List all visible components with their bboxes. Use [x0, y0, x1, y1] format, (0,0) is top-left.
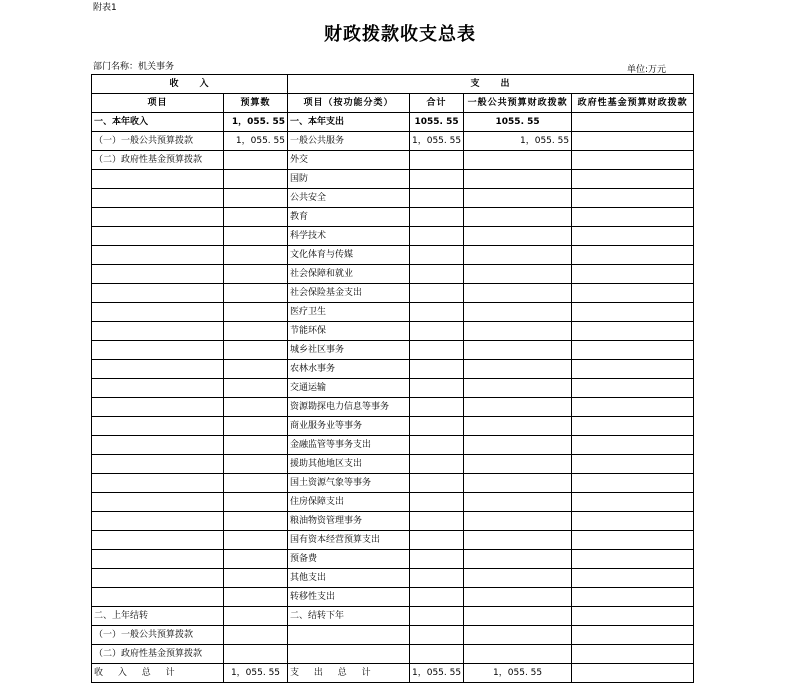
- table-row: [92, 151, 694, 170]
- expense-total-cell: 1，055. 55: [410, 132, 464, 151]
- expense-general-cell: [464, 588, 572, 607]
- expense-fund-total: [572, 664, 694, 683]
- col-header-item: 项目: [92, 94, 224, 113]
- expense-general-cell: [464, 436, 572, 455]
- income-budget-cell: [224, 550, 288, 569]
- income-item-cell: [92, 303, 224, 322]
- col-header-general: 一般公共预算财政拨款: [464, 94, 572, 113]
- income-budget-cell: [224, 455, 288, 474]
- income-budget-cell: [224, 265, 288, 284]
- income-budget-cell: [224, 512, 288, 531]
- income-budget-cell: [224, 398, 288, 417]
- income-budget-cell: [224, 151, 288, 170]
- expense-item-cell: 一、本年支出: [288, 113, 410, 132]
- income-item-cell: [92, 379, 224, 398]
- income-item-cell: [92, 360, 224, 379]
- income-item-cell: 一、本年收入: [92, 113, 224, 132]
- income-budget-cell: [224, 341, 288, 360]
- income-budget-cell: [224, 645, 288, 664]
- expense-total-cell: [410, 360, 464, 379]
- income-item-cell: [92, 569, 224, 588]
- expense-item-cell: 援助其他地区支出: [288, 455, 410, 474]
- expense-total-cell: [410, 455, 464, 474]
- income-item-cell: （二）政府性基金预算拨款: [92, 151, 224, 170]
- income-budget-cell: [224, 436, 288, 455]
- expense-general-cell: [464, 341, 572, 360]
- expense-total-cell: [410, 512, 464, 531]
- income-item-cell: [92, 417, 224, 436]
- expense-total-cell: [410, 474, 464, 493]
- expense-item-cell: 预备费: [288, 550, 410, 569]
- expense-total-cell: [410, 607, 464, 626]
- table-row: [92, 303, 694, 322]
- income-item-cell: [92, 265, 224, 284]
- expense-section-header: 支 出: [288, 75, 694, 94]
- income-item-cell: [92, 341, 224, 360]
- income-item-cell: [92, 531, 224, 550]
- expense-fund-cell: [572, 531, 694, 550]
- table-row: [92, 284, 694, 303]
- expense-general-cell: [464, 151, 572, 170]
- table-row: [92, 360, 694, 379]
- income-item-cell: [92, 512, 224, 531]
- table-row: [92, 417, 694, 436]
- expense-item-cell: 科学技术: [288, 227, 410, 246]
- expense-fund-cell: [572, 398, 694, 417]
- expense-total-label: 支 出 总 计: [288, 664, 410, 683]
- expense-fund-cell: [572, 189, 694, 208]
- expense-total-value: 1，055. 55: [410, 664, 464, 683]
- income-budget-cell: [224, 189, 288, 208]
- table-row: [92, 322, 694, 341]
- table-row: [92, 512, 694, 531]
- expense-item-cell: 交通运输: [288, 379, 410, 398]
- table-row: [92, 170, 694, 189]
- table-row: [92, 436, 694, 455]
- income-item-cell: （二）政府性基金预算拨款: [92, 645, 224, 664]
- expense-total-cell: [410, 151, 464, 170]
- table-row: [92, 588, 694, 607]
- expense-item-cell: 其他支出: [288, 569, 410, 588]
- expense-total-cell: [410, 189, 464, 208]
- expense-general-cell: [464, 550, 572, 569]
- expense-general-cell: [464, 189, 572, 208]
- income-item-cell: [92, 474, 224, 493]
- expense-item-cell: 农林水事务: [288, 360, 410, 379]
- expense-fund-cell: [572, 227, 694, 246]
- income-item-cell: 二、上年结转: [92, 607, 224, 626]
- expense-general-cell: [464, 569, 572, 588]
- expense-total-cell: [410, 341, 464, 360]
- expense-general-cell: [464, 455, 572, 474]
- income-item-cell: （一）一般公共预算拨款: [92, 626, 224, 645]
- table-row: [92, 265, 694, 284]
- table-row: [92, 569, 694, 588]
- income-item-cell: [92, 322, 224, 341]
- table-row: [92, 132, 694, 151]
- income-budget-cell: 1，055. 55: [224, 132, 288, 151]
- header-row-columns: [92, 94, 694, 113]
- expense-item-cell: 社会保险基金支出: [288, 284, 410, 303]
- expense-general-cell: [464, 531, 572, 550]
- income-item-cell: [92, 284, 224, 303]
- expense-general-cell: [464, 379, 572, 398]
- expense-fund-cell: [572, 151, 694, 170]
- expense-item-cell: 公共安全: [288, 189, 410, 208]
- income-budget-cell: [224, 208, 288, 227]
- unit-label: 单位:万元: [627, 65, 667, 75]
- expense-general-cell: 1055. 55: [464, 113, 572, 132]
- expense-total-cell: [410, 493, 464, 512]
- expense-fund-cell: [572, 645, 694, 664]
- expense-item-cell: 国有资本经营预算支出: [288, 531, 410, 550]
- table-row: [92, 341, 694, 360]
- col-header-fund: 政府性基金预算财政拨款: [572, 94, 694, 113]
- expense-fund-cell: [572, 265, 694, 284]
- expense-general-cell: [464, 303, 572, 322]
- expense-item-cell: 节能环保: [288, 322, 410, 341]
- expense-fund-cell: [572, 550, 694, 569]
- expense-fund-cell: [572, 512, 694, 531]
- expense-item-cell: 外交: [288, 151, 410, 170]
- col-header-total: 合计: [410, 94, 464, 113]
- expense-item-cell: 商业服务业等事务: [288, 417, 410, 436]
- expense-fund-cell: [572, 303, 694, 322]
- table-row: [92, 379, 694, 398]
- expense-item-cell: 文化体育与传媒: [288, 246, 410, 265]
- expense-item-cell: 粮油物资管理事务: [288, 512, 410, 531]
- income-item-cell: [92, 436, 224, 455]
- budget-table: [91, 74, 694, 683]
- expense-general-cell: [464, 512, 572, 531]
- expense-item-cell: 资源勘探电力信息等事务: [288, 398, 410, 417]
- income-item-cell: [92, 398, 224, 417]
- expense-general-cell: [464, 398, 572, 417]
- header-row-sections: [92, 75, 694, 94]
- income-budget-cell: [224, 170, 288, 189]
- expense-fund-cell: [572, 607, 694, 626]
- expense-total-cell: [410, 170, 464, 189]
- col-header-budget: 预算数: [224, 94, 288, 113]
- table-row: [92, 227, 694, 246]
- income-section-header: 收 入: [92, 75, 288, 94]
- expense-general-cell: [464, 208, 572, 227]
- income-item-cell: [92, 588, 224, 607]
- expense-item-cell: 住房保障支出: [288, 493, 410, 512]
- income-total-label: 收 入 总 计: [92, 664, 224, 683]
- expense-general-cell: [464, 417, 572, 436]
- income-item-cell: （一）一般公共预算拨款: [92, 132, 224, 151]
- expense-total-cell: [410, 322, 464, 341]
- income-budget-cell: [224, 626, 288, 645]
- totals-row: [92, 664, 694, 683]
- expense-fund-cell: [572, 113, 694, 132]
- table-row: [92, 398, 694, 417]
- table-row: [92, 474, 694, 493]
- expense-general-cell: [464, 284, 572, 303]
- expense-total-cell: [410, 227, 464, 246]
- expense-item-cell: [288, 626, 410, 645]
- table-row: [92, 493, 694, 512]
- expense-general-cell: [464, 607, 572, 626]
- income-item-cell: [92, 227, 224, 246]
- expense-general-cell: [464, 645, 572, 664]
- income-item-cell: [92, 170, 224, 189]
- expense-fund-cell: [572, 588, 694, 607]
- expense-total-cell: [410, 531, 464, 550]
- expense-item-cell: 金融监管等事务支出: [288, 436, 410, 455]
- income-item-cell: [92, 455, 224, 474]
- expense-fund-cell: [572, 341, 694, 360]
- expense-fund-cell: [572, 626, 694, 645]
- expense-fund-cell: [572, 208, 694, 227]
- income-budget-cell: [224, 284, 288, 303]
- col-header-func-item: 项目（按功能分类）: [288, 94, 410, 113]
- expense-general-cell: [464, 493, 572, 512]
- expense-item-cell: 城乡社区事务: [288, 341, 410, 360]
- expense-total-cell: [410, 265, 464, 284]
- expense-fund-cell: [572, 379, 694, 398]
- income-budget-cell: [224, 360, 288, 379]
- expense-fund-cell: [572, 322, 694, 341]
- expense-general-cell: [464, 474, 572, 493]
- expense-total-cell: [410, 645, 464, 664]
- expense-fund-cell: [572, 436, 694, 455]
- expense-fund-cell: [572, 417, 694, 436]
- expense-item-cell: 教育: [288, 208, 410, 227]
- expense-item-cell: 转移性支出: [288, 588, 410, 607]
- attachment-label: 附表1: [93, 3, 117, 13]
- income-item-cell: [92, 208, 224, 227]
- table-row: [92, 208, 694, 227]
- income-item-cell: [92, 246, 224, 265]
- table-row: [92, 189, 694, 208]
- expense-total-cell: 1055. 55: [410, 113, 464, 132]
- expense-fund-cell: [572, 170, 694, 189]
- income-item-cell: [92, 189, 224, 208]
- expense-total-cell: [410, 379, 464, 398]
- income-budget-cell: [224, 531, 288, 550]
- income-budget-cell: [224, 569, 288, 588]
- expense-total-cell: [410, 569, 464, 588]
- expense-fund-cell: [572, 360, 694, 379]
- table-row: [92, 246, 694, 265]
- expense-item-cell: 国防: [288, 170, 410, 189]
- income-budget-cell: [224, 227, 288, 246]
- income-budget-cell: 1，055. 55: [224, 113, 288, 132]
- table-row: [92, 645, 694, 664]
- expense-total-cell: [410, 208, 464, 227]
- expense-fund-cell: [572, 455, 694, 474]
- expense-total-cell: [410, 417, 464, 436]
- expense-fund-cell: [572, 569, 694, 588]
- expense-total-cell: [410, 550, 464, 569]
- expense-general-cell: 1，055. 55: [464, 132, 572, 151]
- expense-total-cell: [410, 398, 464, 417]
- income-budget-cell: [224, 303, 288, 322]
- expense-total-cell: [410, 436, 464, 455]
- expense-total-cell: [410, 626, 464, 645]
- expense-total-cell: [410, 284, 464, 303]
- expense-item-cell: 二、结转下年: [288, 607, 410, 626]
- expense-item-cell: 医疗卫生: [288, 303, 410, 322]
- expense-general-cell: [464, 246, 572, 265]
- income-budget-cell: [224, 417, 288, 436]
- expense-total-cell: [410, 588, 464, 607]
- income-budget-cell: [224, 588, 288, 607]
- income-total-value: 1，055. 55: [224, 664, 288, 683]
- income-budget-cell: [224, 493, 288, 512]
- expense-item-cell: 社会保障和就业: [288, 265, 410, 284]
- income-budget-cell: [224, 379, 288, 398]
- expense-item-cell: 国土资源气象等事务: [288, 474, 410, 493]
- expense-total-cell: [410, 246, 464, 265]
- income-budget-cell: [224, 322, 288, 341]
- expense-general-cell: [464, 626, 572, 645]
- expense-general-cell: [464, 360, 572, 379]
- income-item-cell: [92, 493, 224, 512]
- table-row: [92, 550, 694, 569]
- expense-general-cell: [464, 170, 572, 189]
- page-title: 财政拨款收支总表: [324, 24, 476, 45]
- expense-general-cell: [464, 265, 572, 284]
- expense-fund-cell: [572, 474, 694, 493]
- expense-fund-cell: [572, 284, 694, 303]
- expense-fund-cell: [572, 493, 694, 512]
- table-row: [92, 531, 694, 550]
- department-name: 部门名称：机关事务: [93, 62, 175, 72]
- income-budget-cell: [224, 246, 288, 265]
- table-row: [92, 626, 694, 645]
- expense-fund-cell: [572, 132, 694, 151]
- table-row: [92, 455, 694, 474]
- income-budget-cell: [224, 607, 288, 626]
- income-item-cell: [92, 550, 224, 569]
- expense-general-cell: [464, 227, 572, 246]
- expense-total-cell: [410, 303, 464, 322]
- table-row: [92, 607, 694, 626]
- expense-general-cell: [464, 322, 572, 341]
- table-row: [92, 113, 694, 132]
- expense-item-cell: 一般公共服务: [288, 132, 410, 151]
- expense-general-total: 1，055. 55: [464, 664, 572, 683]
- expense-item-cell: [288, 645, 410, 664]
- expense-fund-cell: [572, 246, 694, 265]
- income-budget-cell: [224, 474, 288, 493]
